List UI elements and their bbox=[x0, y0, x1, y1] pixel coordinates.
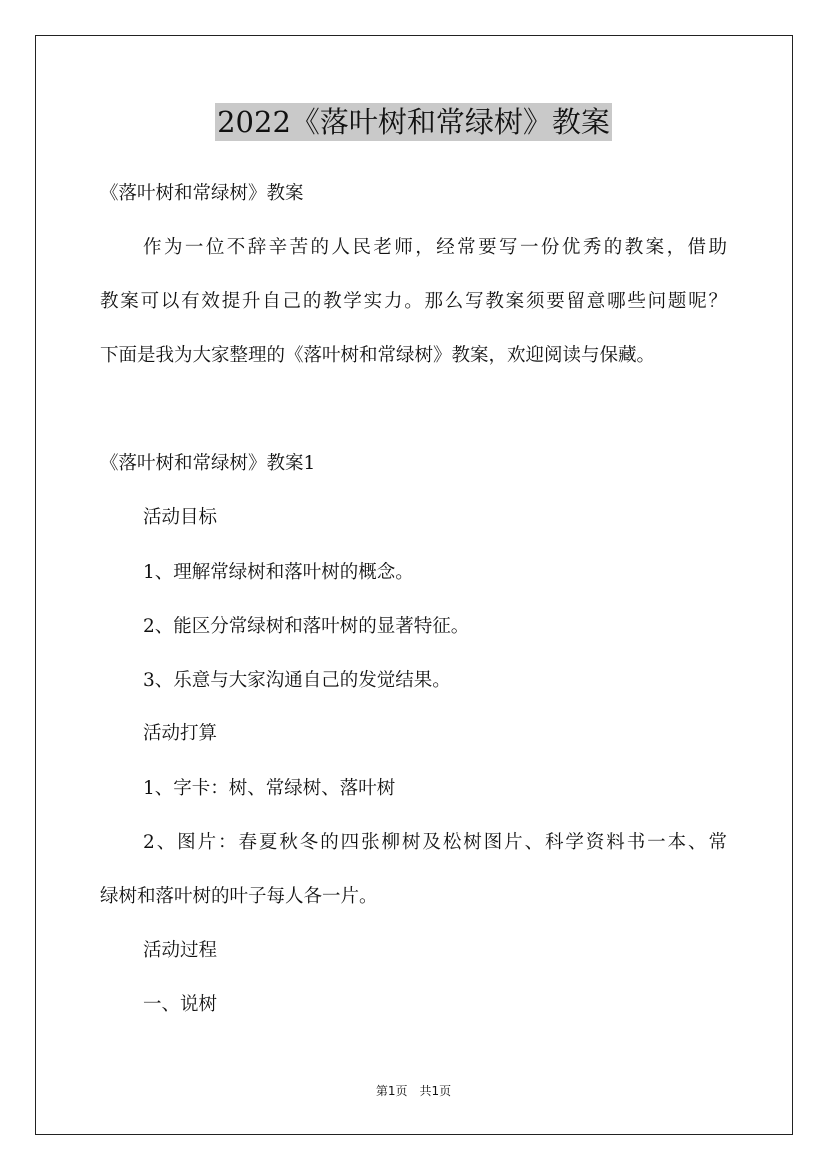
prep-item-2-line-2: 绿树和落叶树的叶子每人各一片。 bbox=[100, 886, 378, 907]
intro-line-1: 作为一位不辞辛苦的人民老师，经常要写一份优秀的教案，借助 bbox=[143, 237, 727, 258]
goal-item-3: 3、乐意与大家沟通自己的发觉结果。 bbox=[143, 670, 451, 691]
page-number-footer: 第1页 共1页 bbox=[375, 1084, 452, 1098]
process-heading: 活动过程 bbox=[143, 940, 218, 961]
section-heading: 《落叶树和常绿树》教案1 bbox=[100, 453, 316, 474]
title-container bbox=[0, 103, 827, 141]
goal-item-2: 2、能区分常绿树和落叶树的显著特征。 bbox=[143, 616, 470, 637]
goal-item-1: 1、理解常绿树和落叶树的概念。 bbox=[143, 562, 414, 583]
intro-line-3: 下面是我为大家整理的《落叶树和常绿树》教案，欢迎阅读与保藏。 bbox=[100, 345, 656, 366]
prep-heading: 活动打算 bbox=[143, 723, 218, 744]
document-title: 2022《落叶树和常绿树》教案 bbox=[217, 105, 610, 139]
goals-heading: 活动目标 bbox=[143, 507, 218, 528]
document-subtitle: 《落叶树和常绿树》教案 bbox=[100, 183, 304, 204]
prep-item-2-line-1: 2、图片：春夏秋冬的四张柳树及松树图片、科学资料书一本、常 bbox=[143, 832, 727, 853]
prep-item-1: 1、字卡：树、常绿树、落叶树 bbox=[143, 778, 396, 799]
intro-line-2: 教案可以有效提升自己的教学实力。那么写教案须要留意哪些问题呢？ bbox=[100, 291, 727, 312]
process-step-1: 一、说树 bbox=[143, 994, 218, 1015]
